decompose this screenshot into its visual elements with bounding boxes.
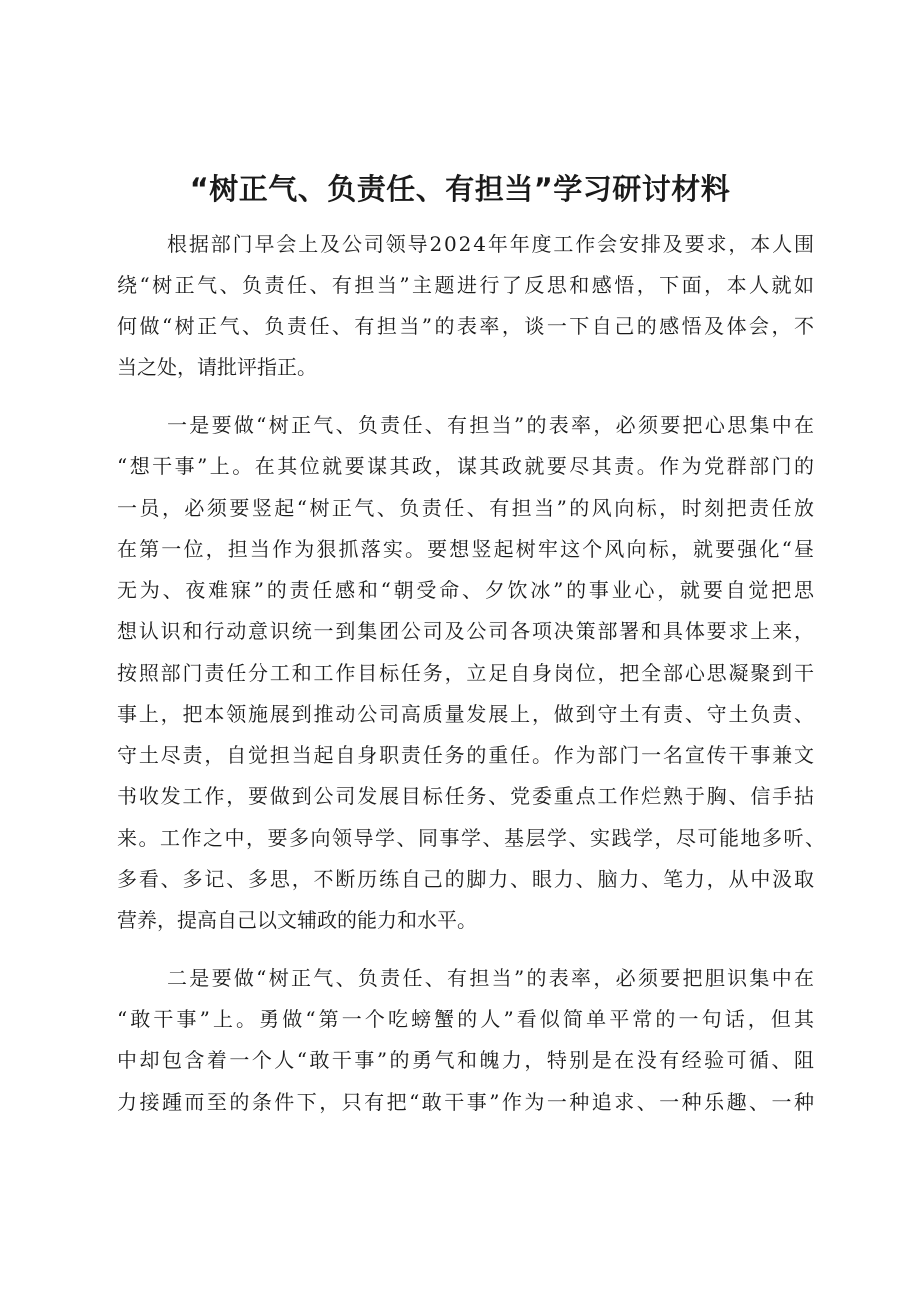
body-line: 一员，必须要竖起“树正气、负责任、有担当”的风向标，时刻把责任放	[117, 496, 817, 520]
body-line: 按照部门责任分工和工作目标任务，立足自身岗位，把全部心思凝聚到干	[117, 661, 816, 685]
body-line: 事上，把本领施展到推动公司高质量发展上，做到守土有责、守土负责、	[117, 702, 816, 726]
body-line: 守土尽责，自觉担当起自身职责任务的重任。作为部门一名宣传干事兼文	[117, 743, 816, 767]
body-line: 中却包含着一个人“敢干事”的勇气和魄力，特别是在没有经验可循、阻	[117, 1048, 817, 1072]
body-line: 绕“树正气、负责任、有担当”主题进行了反思和感悟，下面，本人就如	[117, 273, 817, 297]
body-line: 多看、多记、多思，不断历练自己的脚力、眼力、脑力、笔力，从中汲取	[117, 867, 816, 891]
body-line: “想干事”上。在其位就要谋其政，谋其政就要尽其责。作为党群部门的	[117, 454, 817, 478]
body-line: 根据部门早会上及公司领导2024年年度工作会安排及要求，本人围	[167, 232, 816, 256]
document-title: “树正气、负责任、有担当”学习研讨材料	[189, 172, 731, 206]
body-line: 当之处，请批评指正。	[117, 355, 317, 379]
body-line: 营养，提高自己以文辅政的能力和水平。	[117, 908, 477, 932]
body-line: “敢干事”上。勇做“第一个吃螃蟹的人”看似简单平常的一句话，但其	[117, 1007, 818, 1031]
body-line: 何做“树正气、负责任、有担当”的表率，谈一下自己的感悟及体会，不	[117, 314, 817, 338]
body-line: 书收发工作，要做到公司发展目标任务、党委重点工作烂熟于胸、信手拈	[117, 784, 816, 808]
body-line: 力接踵而至的条件下，只有把“敢干事”作为一种追求、一种乐趣、一种	[117, 1090, 817, 1114]
body-line: 来。工作之中，要多向领导学、同事学、基层学、实践学，尽可能地多听、	[117, 826, 827, 850]
body-line: 想认识和行动意识统一到集团公司及公司各项决策部署和具体要求上来，	[117, 619, 816, 643]
body-line: 无为、夜难寐”的责任感和“朝受命、夕饮冰”的事业心，就要自觉把思	[117, 578, 817, 602]
body-line: 二是要做“树正气、负责任、有担当”的表率，必须要把胆识集中在	[167, 966, 817, 990]
body-line: 在第一位，担当作为狠抓落实。要想竖起树牢这个风向标，就要强化“昼	[117, 537, 817, 561]
body-line: 一是要做“树正气、负责任、有担当”的表率，必须要把心思集中在	[167, 413, 817, 437]
